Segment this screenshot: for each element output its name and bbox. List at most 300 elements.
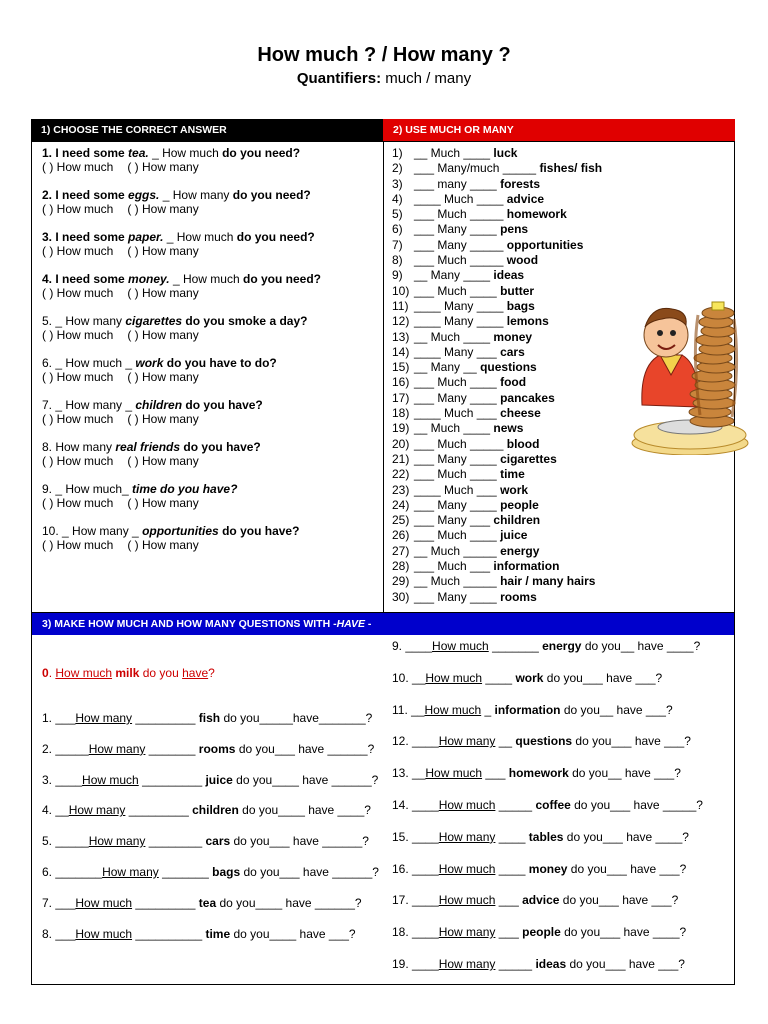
item-answer: __ Many __ [414, 360, 477, 375]
question-tail: do you___ have ___? [559, 893, 679, 908]
item-noun: bags [506, 298, 535, 313]
question-number: 9. [392, 639, 403, 653]
section-1-header: 1) CHOOSE THE CORRECT ANSWER [31, 119, 383, 141]
question-noun: work [135, 356, 164, 370]
blank-mid: _________ [125, 803, 193, 818]
example-verb: have [182, 666, 209, 680]
item-number: 9) [392, 268, 403, 283]
question-item [392, 957, 685, 971]
question-item [42, 230, 315, 258]
question-noun: money. [128, 272, 170, 286]
item-noun: rooms [500, 589, 537, 604]
question-item [42, 188, 311, 216]
question-noun: rooms [198, 741, 236, 756]
option-how-much: ( ) How much [42, 454, 114, 468]
list-item [392, 192, 602, 207]
option-how-much: ( ) How much [42, 160, 114, 174]
question-noun: tables [528, 829, 564, 844]
item-number: 2) [392, 161, 403, 176]
question-item [42, 146, 300, 174]
question-tail: do you____ have ____? [238, 803, 371, 818]
question-item [392, 639, 700, 653]
question-item [392, 893, 678, 907]
blank-mid: _________ [132, 895, 199, 910]
section-3-title-verb: HAVE [336, 618, 365, 630]
list-item [392, 161, 602, 176]
question-answer: How much [75, 926, 133, 941]
question-answer: _ How much [148, 146, 223, 160]
question-noun: work [515, 670, 544, 685]
item-number: 17) [392, 390, 410, 405]
header-divider [31, 141, 735, 142]
blank-mid: _ [481, 702, 495, 717]
blank-prefix: ___ [52, 895, 76, 910]
answer-options [42, 328, 307, 342]
question-noun: questions [515, 734, 573, 749]
item-answer: ___ Much ____ [414, 467, 497, 482]
question-tail: do you need? [236, 230, 315, 244]
item-answer: ___ Much ____ [414, 375, 497, 390]
item-number: 21) [392, 451, 410, 466]
question-number: 3. [42, 772, 53, 787]
list-item [392, 253, 602, 268]
blank-mid: _______ [158, 865, 213, 879]
blank-prefix: ____ [408, 925, 439, 940]
option-how-much: ( ) How much [42, 328, 114, 342]
answer-options [42, 244, 315, 258]
question-noun: real friends [115, 440, 181, 454]
list-item [392, 146, 602, 161]
question-tail: do you___ have ______? [240, 865, 379, 879]
question-lead: 9. _ How much_ [42, 482, 133, 496]
item-noun: work [500, 482, 529, 497]
blank-prefix: ____ [408, 893, 439, 908]
section-3-header [32, 613, 734, 635]
item-number: 26) [392, 528, 410, 543]
section-3-title: 3) MAKE HOW MUCH AND HOW MANY QUESTIONS WITH - [42, 618, 337, 630]
item-number: 28) [392, 559, 410, 574]
option-how-much: ( ) How much [42, 412, 114, 426]
item-noun: time [500, 467, 525, 482]
question-item [42, 524, 299, 552]
list-item [392, 207, 602, 222]
option-how-many: ( ) How many [127, 286, 199, 300]
item-noun: ideas [493, 268, 525, 283]
blank-mid: __ [495, 734, 516, 749]
item-answer: __ Much ____ [414, 329, 491, 344]
item-number: 3) [392, 176, 403, 191]
question-number: 15. [392, 829, 409, 844]
blank-prefix: ___ [52, 711, 76, 725]
answer-options [42, 538, 299, 552]
blank-prefix: ____ [408, 734, 439, 749]
item-number: 12) [392, 314, 410, 329]
pancake-boy-illustration [620, 295, 750, 455]
option-how-many: ( ) How many [127, 244, 199, 258]
answer-options [42, 286, 321, 300]
question-answer: How much [82, 772, 139, 787]
question-tail: do you___ have ___? [572, 734, 691, 749]
question-answer: How much [425, 670, 483, 685]
question-item [42, 927, 356, 941]
item-number: 4) [392, 191, 403, 206]
question-noun: eggs. [128, 188, 160, 202]
question-item [42, 272, 321, 300]
question-noun: cars [205, 834, 231, 849]
blank-prefix: ____ [408, 829, 439, 844]
item-answer: ___ Many ____ [414, 390, 497, 405]
blank-mid: ___ [495, 893, 523, 908]
list-item [392, 421, 602, 436]
question-noun: coffee [535, 798, 571, 812]
item-answer: __ Much _____ [414, 543, 497, 558]
question-text [42, 482, 237, 496]
question-noun: bags [212, 865, 241, 879]
item-number: 7) [392, 237, 403, 252]
item-answer: ___ Many ____ [414, 451, 497, 466]
question-noun: children [135, 398, 183, 412]
example-question: 0. How much milk do you have? [42, 666, 215, 680]
question-answer: How much [424, 702, 482, 717]
list-item [392, 222, 602, 237]
item-answer: ____ Many ____ [414, 314, 504, 329]
list-item [392, 238, 602, 253]
item-noun: blood [506, 436, 540, 451]
question-answer: How many [68, 803, 126, 818]
blank-mid: ___ [482, 766, 509, 781]
question-lead: 2. I need some [42, 188, 129, 202]
question-item [392, 734, 691, 748]
example-number: 0 [42, 666, 49, 680]
question-lead: 8. How many [42, 440, 116, 454]
question-number: 7. [42, 895, 53, 910]
question-item [392, 671, 662, 685]
blank-mid: _____ [495, 798, 536, 812]
question-item [42, 356, 277, 384]
question-tail: do you have? [185, 398, 263, 412]
item-number: 13) [392, 329, 410, 344]
item-answer: ___ Much _____ [414, 253, 504, 268]
question-tail: do you___ have ______? [230, 834, 369, 849]
item-number: 30) [392, 589, 410, 604]
answer-options [42, 454, 261, 468]
question-answer: How much [75, 895, 133, 910]
subtitle-text: much / many [381, 70, 472, 87]
item-noun: children [493, 513, 541, 528]
option-how-much: ( ) How much [42, 370, 114, 384]
question-noun: juice [205, 772, 233, 787]
item-answer: ___ Many ____ [414, 497, 497, 512]
item-noun: lemons [506, 314, 549, 329]
blank-prefix: _____ [52, 834, 89, 849]
question-tail: do you have to do? [166, 356, 277, 370]
item-noun: luck [493, 146, 518, 160]
question-answer: How many [102, 865, 159, 879]
section-3-title-end: - [364, 618, 372, 630]
list-item [392, 314, 602, 329]
question-lead: 1. I need some [42, 146, 129, 160]
item-noun: people [500, 497, 539, 512]
question-answer: How many [88, 741, 146, 756]
question-tail: do you___ have ___? [567, 861, 687, 876]
answer-options [42, 370, 277, 384]
list-item [392, 574, 602, 589]
item-noun: pens [500, 222, 529, 237]
blank-prefix: __ [52, 803, 69, 818]
question-answer: How much [438, 798, 496, 812]
question-number: 16. [392, 861, 409, 876]
item-answer: ____ Many ___ [414, 344, 497, 359]
blank-prefix: ___ [52, 926, 76, 941]
item-answer: ____ Much ____ [414, 191, 504, 206]
question-tail: do you___ have ___? [543, 670, 663, 685]
option-how-many: ( ) How many [127, 160, 199, 174]
question-number: 19. [392, 957, 409, 971]
item-number: 16) [392, 375, 410, 390]
question-text [42, 272, 321, 286]
question-answer: _ How much [169, 272, 243, 286]
question-tail: do you_____have_______? [220, 711, 373, 725]
item-noun: information [493, 559, 560, 574]
item-number: 29) [392, 574, 410, 589]
question-number: 2. [42, 741, 53, 756]
blank-prefix: ____ [408, 957, 439, 971]
list-item [392, 406, 602, 421]
list-item [392, 345, 602, 360]
question-item [42, 803, 371, 817]
question-number: 12. [392, 734, 409, 749]
question-item [42, 398, 263, 426]
answer-options [42, 160, 300, 174]
item-number: 8) [392, 253, 403, 268]
item-noun: questions [480, 360, 537, 375]
question-text [42, 524, 299, 538]
question-answer: _ How many [159, 188, 233, 202]
item-number: 19) [392, 421, 410, 436]
option-how-much: ( ) How much [42, 202, 114, 216]
item-noun: hair / many hairs [500, 574, 596, 589]
blank-prefix: _______ [52, 865, 103, 879]
list-item [392, 284, 602, 299]
list-item [392, 498, 602, 513]
question-tail: do you need? [232, 188, 311, 202]
question-noun: ideas [535, 957, 567, 971]
item-answer: __ Much ____ [414, 421, 491, 436]
question-noun: advice [522, 893, 560, 908]
blank-mid: ____ [495, 861, 529, 876]
question-number: 5. [42, 834, 53, 849]
question-lead: 4. I need some [42, 272, 129, 286]
item-noun: cigarettes [500, 451, 557, 466]
question-tail: do you have? [183, 440, 261, 454]
list-item [392, 467, 602, 482]
question-tail: do you____ have ______? [216, 895, 362, 910]
item-answer: ____ Much ___ [414, 482, 497, 497]
blank-mid: _______ [488, 639, 543, 653]
question-number: 17. [392, 893, 409, 908]
blank-mid: __________ [132, 926, 206, 941]
question-noun: homework [508, 766, 569, 781]
question-noun: cigarettes [125, 314, 183, 328]
question-answer: How much [438, 893, 496, 908]
question-text [42, 188, 311, 202]
item-answer: ___ Many ____ [414, 222, 497, 237]
question-answer: How many [438, 734, 496, 749]
question-item [42, 314, 307, 342]
question-tail: do you need? [242, 272, 321, 286]
section-2-header: 2) USE MUCH OR MANY [383, 119, 735, 141]
item-answer: ___ Much _____ [414, 436, 504, 451]
answer-options [42, 496, 237, 510]
item-answer: ___ Much ___ [414, 559, 491, 574]
question-lead: 6. _ How much _ [42, 356, 136, 370]
blank-prefix: ____ [408, 861, 439, 876]
answer-options [42, 202, 311, 216]
blank-mid: _____ [495, 957, 536, 971]
example-middle: do you [139, 666, 183, 680]
list-item [392, 375, 602, 390]
item-answer: ____ Many ____ [414, 298, 504, 313]
item-number: 18) [392, 406, 410, 421]
question-text [42, 356, 277, 370]
blank-mid: ________ [145, 834, 206, 849]
blank-prefix: __ [407, 702, 425, 717]
question-tail: do you___ have ____? [560, 925, 687, 940]
list-item [392, 590, 602, 605]
question-answer: How many [438, 957, 496, 971]
list-item [392, 437, 602, 452]
item-noun: money [493, 329, 533, 344]
item-noun: energy [500, 543, 540, 558]
question-number: 18. [392, 925, 409, 940]
option-how-many: ( ) How many [127, 328, 199, 342]
question-tail: do you____ have ______? [232, 772, 379, 787]
item-answer: ____ Much ___ [414, 406, 497, 421]
item-number: 22) [392, 467, 410, 482]
item-answer: __ Many ____ [414, 268, 491, 283]
item-answer: __ Much _____ [414, 574, 497, 589]
item-answer: ___ Much ____ [414, 528, 497, 543]
option-how-much: ( ) How much [42, 496, 114, 510]
item-answer: ___ Many ___ [414, 513, 491, 528]
question-item [42, 773, 378, 787]
blank-prefix: ____ [408, 798, 439, 812]
question-answer: How many [88, 834, 146, 849]
item-noun: forests [500, 176, 541, 191]
list-item [392, 513, 602, 528]
question-text [42, 146, 300, 160]
item-number: 25) [392, 513, 410, 528]
list-item [392, 559, 602, 574]
example-end: ? [208, 666, 215, 680]
question-answer: How much [425, 766, 483, 781]
item-number: 14) [392, 344, 410, 359]
item-noun: wood [506, 253, 539, 268]
item-noun: juice [500, 528, 528, 543]
subtitle-label: Quantifiers: [296, 70, 382, 87]
question-lead: 5. _ How many [42, 314, 126, 328]
item-noun: advice [506, 191, 545, 206]
blank-mid: _________ [138, 772, 206, 787]
option-how-many: ( ) How many [127, 370, 199, 384]
question-tail: do you___ have ______? [235, 741, 375, 756]
page-title: How much ? / How many ? [257, 44, 511, 66]
blank-mid: ____ [495, 829, 529, 844]
question-noun: opportunities [142, 524, 219, 538]
option-how-many: ( ) How many [127, 454, 199, 468]
item-number: 15) [392, 360, 410, 375]
list-item [392, 452, 602, 467]
question-item [392, 798, 703, 812]
blank-prefix: _____ [52, 741, 89, 756]
blank-prefix: ____ [402, 639, 433, 653]
question-answer: How much [432, 639, 489, 653]
question-text [42, 440, 261, 454]
question-number: 14. [392, 798, 409, 812]
example-answer: How much [55, 666, 113, 680]
item-number: 23) [392, 482, 410, 497]
item-number: 1) [392, 146, 403, 160]
question-tail: do you__ have ___? [568, 766, 681, 781]
question-item [42, 834, 369, 848]
blank-prefix: __ [408, 766, 426, 781]
question-tail: do you__ have ____? [581, 639, 701, 653]
question-noun: information [494, 702, 561, 717]
item-noun: butter [500, 283, 535, 298]
question-noun: energy [542, 639, 582, 653]
question-item [42, 742, 374, 756]
question-tail: do you___ have ____? [563, 829, 689, 844]
question-tail: do you smoke a day? [185, 314, 308, 328]
option-how-many: ( ) How many [127, 496, 199, 510]
option-how-much: ( ) How much [42, 286, 114, 300]
question-tail: do you___ have _____? [570, 798, 703, 812]
item-number: 20) [392, 436, 410, 451]
question-item [42, 482, 237, 510]
item-answer: ___ many ____ [414, 176, 497, 191]
blank-mid: _________ [132, 711, 199, 725]
option-how-many: ( ) How many [127, 538, 199, 552]
list-item [392, 391, 602, 406]
item-noun: pancakes [500, 390, 555, 405]
question-tail: do you___ have ___? [566, 957, 685, 971]
blank-mid: ___ [495, 925, 523, 940]
item-noun: homework [506, 207, 567, 222]
list-item [392, 268, 602, 283]
option-how-many: ( ) How many [127, 412, 199, 426]
item-number: 6) [392, 222, 403, 237]
blank-prefix: ____ [52, 772, 83, 787]
question-item [392, 703, 673, 717]
question-noun: fish [198, 711, 221, 725]
question-tail: do you____ have ___? [230, 926, 356, 941]
item-answer: ___ Much ____ [414, 283, 497, 298]
item-noun: cheese [500, 406, 541, 421]
question-item [42, 865, 379, 879]
question-tail: do you have? [222, 524, 300, 538]
item-number: 10) [392, 283, 410, 298]
blank-mid: ____ [482, 670, 516, 685]
question-answer: How many [438, 829, 496, 844]
item-noun: fishes/ fish [539, 161, 603, 176]
list-item [392, 299, 602, 314]
column-divider [383, 142, 384, 612]
item-noun: opportunities [506, 237, 584, 252]
option-how-much: ( ) How much [42, 244, 114, 258]
question-lead: 7. _ How many _ [42, 398, 136, 412]
item-number: 11) [392, 298, 409, 313]
question-noun: money [528, 861, 568, 876]
